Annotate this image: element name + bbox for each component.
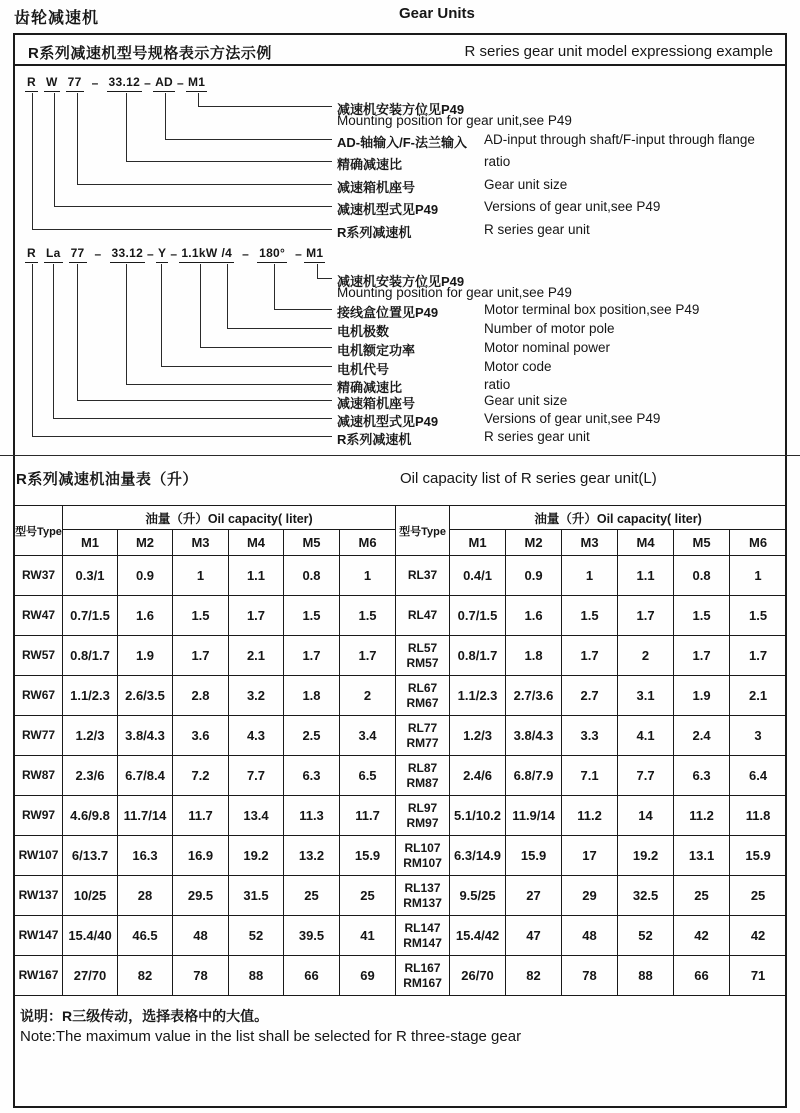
value-cell: 16.3	[118, 836, 173, 876]
type-cell: RW167	[15, 956, 63, 996]
value-cell: 2.3/6	[63, 756, 118, 796]
model-code-segment: M1	[186, 75, 207, 92]
callout-label-en: Mounting position for gear unit,see P49	[337, 285, 572, 300]
value-cell: 1.1/2.3	[63, 676, 118, 716]
callout-label-en: Mounting position for gear unit,see P49	[337, 113, 572, 128]
value-cell: 0.7/1.5	[450, 596, 506, 636]
model-code-segment: AD	[153, 75, 175, 92]
value-cell: 1.1/2.3	[450, 676, 506, 716]
callout-label-en: Number of motor pole	[484, 321, 615, 336]
value-cell: 1	[730, 556, 787, 596]
value-cell: 52	[229, 916, 284, 956]
type-cell: RW67	[15, 676, 63, 716]
value-cell: 25	[340, 876, 396, 916]
value-cell: 15.9	[506, 836, 562, 876]
value-cell: 0.4/1	[450, 556, 506, 596]
value-cell: 1.7	[173, 636, 229, 676]
value-cell: 7.1	[562, 756, 618, 796]
value-cell: 6.4	[730, 756, 787, 796]
value-cell: 0.9	[506, 556, 562, 596]
model-code-segment: W	[44, 75, 60, 92]
value-cell: 3	[730, 716, 787, 756]
oil-section-title-zh: R系列减速机油量表（升）	[16, 471, 198, 488]
callout-label-zh: AD-轴输入/F-法兰输入	[337, 135, 467, 150]
callout-label-zh: 电机代号	[337, 362, 390, 377]
value-cell: 11.2	[674, 796, 730, 836]
callout-label-zh: 电机额定功率	[337, 343, 416, 358]
value-cell: 2.4	[674, 716, 730, 756]
value-cell: 11.9/14	[506, 796, 562, 836]
value-cell: 1.9	[674, 676, 730, 716]
model-code-segment: M1	[304, 246, 325, 263]
model-code-segment: –	[295, 247, 303, 261]
value-cell: 66	[284, 956, 340, 996]
value-cell: 39.5	[284, 916, 340, 956]
value-cell: 0.3/1	[63, 556, 118, 596]
type-cell: RW57	[15, 636, 63, 676]
value-cell: 13.4	[229, 796, 284, 836]
callout-label-zh: R系列减速机	[337, 432, 412, 447]
value-cell: 16.9	[173, 836, 229, 876]
callout-label-zh: 减速机型式见P49	[337, 414, 439, 429]
type-cell: RW47	[15, 596, 63, 636]
model-section-title-zh: R系列减速机型号规格表示方法示例	[28, 45, 272, 62]
value-cell: 1	[173, 556, 229, 596]
value-cell: 1.6	[118, 596, 173, 636]
value-cell: 0.9	[118, 556, 173, 596]
value-cell: 88	[618, 956, 674, 996]
value-cell: 11.3	[284, 796, 340, 836]
model-code-segment: R	[25, 246, 38, 263]
type-cell: RW137	[15, 876, 63, 916]
value-cell: 1.2/3	[450, 716, 506, 756]
value-cell: 0.8/1.7	[450, 636, 506, 676]
value-cell: 11.7/14	[118, 796, 173, 836]
table-row	[15, 956, 787, 996]
value-cell: 1.8	[284, 676, 340, 716]
value-cell: 3.1	[618, 676, 674, 716]
value-cell: 1.1	[229, 556, 284, 596]
callout-label-zh: 精确减速比	[337, 380, 403, 395]
value-cell: 1	[562, 556, 618, 596]
model-code-segment: –	[144, 76, 152, 90]
model-code-segment: 77	[69, 246, 87, 263]
callout-label-zh: 精确减速比	[337, 157, 403, 172]
value-cell: 82	[506, 956, 562, 996]
value-cell: 2.6/3.5	[118, 676, 173, 716]
value-cell: 28	[118, 876, 173, 916]
value-cell: 1.5	[284, 596, 340, 636]
value-cell: 6.7/8.4	[118, 756, 173, 796]
type-cell: RL97 RM97	[396, 796, 450, 836]
col-header-m: M5	[284, 530, 340, 556]
value-cell: 10/25	[63, 876, 118, 916]
value-cell: 1.7	[618, 596, 674, 636]
callout-label-en: Gear unit size	[484, 177, 568, 192]
value-cell: 29.5	[173, 876, 229, 916]
value-cell: 1	[340, 556, 396, 596]
value-cell: 1.7	[674, 636, 730, 676]
type-cell: RW97	[15, 796, 63, 836]
model-code-segment: –	[242, 247, 250, 261]
model-code-segment: –	[177, 76, 184, 90]
model-code-segment: Y	[156, 246, 168, 263]
model-code-segment: –	[94, 247, 102, 261]
value-cell: 1.7	[730, 636, 787, 676]
callout-label-en: Gear unit size	[484, 393, 568, 408]
value-cell: 48	[173, 916, 229, 956]
table-row	[15, 596, 787, 636]
value-cell: 2.1	[730, 676, 787, 716]
value-cell: 14	[618, 796, 674, 836]
value-cell: 2	[340, 676, 396, 716]
type-cell: RL167 RM167	[396, 956, 450, 996]
value-cell: 2.8	[173, 676, 229, 716]
value-cell: 27/70	[63, 956, 118, 996]
value-cell: 0.8	[284, 556, 340, 596]
table-row	[15, 556, 787, 596]
value-cell: 7.2	[173, 756, 229, 796]
type-cell: RW147	[15, 916, 63, 956]
value-cell: 13.2	[284, 836, 340, 876]
value-cell: 15.9	[340, 836, 396, 876]
col-header-capacity: 油量（升）Oil capacity( liter)	[63, 506, 396, 530]
model-code-segment: –	[147, 247, 155, 261]
value-cell: 25	[730, 876, 787, 916]
value-cell: 3.8/4.3	[506, 716, 562, 756]
value-cell: 47	[506, 916, 562, 956]
value-cell: 3.6	[173, 716, 229, 756]
value-cell: 1.5	[562, 596, 618, 636]
value-cell: 1.7	[284, 636, 340, 676]
value-cell: 11.7	[340, 796, 396, 836]
value-cell: 42	[730, 916, 787, 956]
value-cell: 2.7	[562, 676, 618, 716]
value-cell: 15.4/40	[63, 916, 118, 956]
callout-label-zh: 接线盒位置见P49	[337, 305, 439, 320]
value-cell: 6.3	[674, 756, 730, 796]
value-cell: 2.1	[229, 636, 284, 676]
value-cell: 3.2	[229, 676, 284, 716]
callout-label-en: Versions of gear unit,see P49	[484, 199, 661, 214]
table-row	[15, 916, 787, 956]
model-code-segment: /4	[220, 246, 235, 263]
value-cell: 88	[229, 956, 284, 996]
type-cell: RL37	[396, 556, 450, 596]
callout-label-zh: R系列减速机	[337, 225, 412, 240]
model-section-title-en: R series gear unit model expressiong example	[464, 43, 773, 60]
table-row	[15, 756, 787, 796]
value-cell: 3.3	[562, 716, 618, 756]
value-cell: 2	[618, 636, 674, 676]
page-title-zh: 齿轮减速机	[14, 10, 100, 27]
value-cell: 3.4	[340, 716, 396, 756]
callout-label-en: Motor terminal box position,see P49	[484, 302, 700, 317]
value-cell: 4.6/9.8	[63, 796, 118, 836]
model-code-segment: La	[44, 246, 63, 263]
oil-section-title-en: Oil capacity list of R series gear unit(L)	[400, 470, 657, 487]
value-cell: 1.7	[340, 636, 396, 676]
callout-label-en: AD-input through shaft/F-input through flange	[484, 132, 755, 147]
value-cell: 2.5	[284, 716, 340, 756]
page-title-en: Gear Units	[399, 5, 475, 22]
value-cell: 6.8/7.9	[506, 756, 562, 796]
section-divider-line	[0, 455, 800, 456]
callout-label-zh: 减速机安装方位见P49	[337, 102, 465, 117]
type-cell: RW107	[15, 836, 63, 876]
value-cell: 42	[674, 916, 730, 956]
col-header-m: M1	[450, 530, 506, 556]
callout-label-zh: 电机极数	[337, 324, 390, 339]
model-code-segment: 180°	[257, 246, 287, 263]
value-cell: 1.6	[506, 596, 562, 636]
value-cell: 11.2	[562, 796, 618, 836]
value-cell: 25	[284, 876, 340, 916]
table-row	[15, 796, 787, 836]
callout-label-zh: 减速箱机座号	[337, 396, 416, 411]
note-zh: 说明：R三级传动，选择表格中的大值。	[20, 1008, 269, 1024]
model-code-segment: R	[25, 75, 38, 92]
table-row	[15, 876, 787, 916]
value-cell: 48	[562, 916, 618, 956]
callout-label-en: ratio	[484, 377, 511, 392]
col-header-m: M4	[618, 530, 674, 556]
col-header-m: M4	[229, 530, 284, 556]
type-cell: RL87 RM87	[396, 756, 450, 796]
value-cell: 71	[730, 956, 787, 996]
col-header-m: M3	[562, 530, 618, 556]
value-cell: 6.3/14.9	[450, 836, 506, 876]
value-cell: 1.9	[118, 636, 173, 676]
value-cell: 19.2	[229, 836, 284, 876]
col-header-m: M6	[730, 530, 787, 556]
type-cell: RL57 RM57	[396, 636, 450, 676]
model-section-header	[15, 35, 785, 66]
type-cell: RL147 RM147	[396, 916, 450, 956]
value-cell: 7.7	[229, 756, 284, 796]
value-cell: 19.2	[618, 836, 674, 876]
type-cell: RW37	[15, 556, 63, 596]
value-cell: 78	[173, 956, 229, 996]
value-cell: 13.1	[674, 836, 730, 876]
value-cell: 3.8/4.3	[118, 716, 173, 756]
value-cell: 66	[674, 956, 730, 996]
type-cell: RL137 RM137	[396, 876, 450, 916]
model-code-segment: –	[170, 247, 178, 261]
value-cell: 15.4/42	[450, 916, 506, 956]
type-cell: RW87	[15, 756, 63, 796]
callout-label-en: R series gear unit	[484, 429, 590, 444]
value-cell: 82	[118, 956, 173, 996]
value-cell: 31.5	[229, 876, 284, 916]
value-cell: 26/70	[450, 956, 506, 996]
col-header-type: 型号Type	[396, 506, 450, 556]
type-cell: RW77	[15, 716, 63, 756]
value-cell: 1.5	[674, 596, 730, 636]
value-cell: 5.1/10.2	[450, 796, 506, 836]
value-cell: 2.7/3.6	[506, 676, 562, 716]
col-header-type: 型号Type	[15, 506, 63, 556]
value-cell: 41	[340, 916, 396, 956]
value-cell: 1.7	[562, 636, 618, 676]
value-cell: 1.1	[618, 556, 674, 596]
value-cell: 52	[618, 916, 674, 956]
value-cell: 4.3	[229, 716, 284, 756]
value-cell: 7.7	[618, 756, 674, 796]
oil-capacity-table	[14, 505, 787, 996]
model-code-segment: 33.12	[110, 246, 146, 263]
value-cell: 11.8	[730, 796, 787, 836]
col-header-m: M3	[173, 530, 229, 556]
table-row	[15, 716, 787, 756]
type-cell: RL107 RM107	[396, 836, 450, 876]
col-header-m: M1	[63, 530, 118, 556]
col-header-m: M2	[506, 530, 562, 556]
col-header-capacity: 油量（升）Oil capacity( liter)	[450, 506, 787, 530]
model-code-segment: 33.12	[107, 75, 143, 92]
callout-label-zh: 减速机安装方位见P49	[337, 274, 465, 289]
type-cell: RL77 RM77	[396, 716, 450, 756]
model-code-segment: –	[91, 76, 99, 90]
value-cell: 6/13.7	[63, 836, 118, 876]
value-cell: 27	[506, 876, 562, 916]
table-row	[15, 676, 787, 716]
value-cell: 17	[562, 836, 618, 876]
type-cell: RL47	[396, 596, 450, 636]
value-cell: 2.4/6	[450, 756, 506, 796]
value-cell: 29	[562, 876, 618, 916]
value-cell: 6.5	[340, 756, 396, 796]
type-cell: RL67 RM67	[396, 676, 450, 716]
value-cell: 69	[340, 956, 396, 996]
value-cell: 1.2/3	[63, 716, 118, 756]
value-cell: 11.7	[173, 796, 229, 836]
model-code-segment: 1.1kW	[179, 246, 219, 263]
value-cell: 1.8	[506, 636, 562, 676]
value-cell: 78	[562, 956, 618, 996]
value-cell: 6.3	[284, 756, 340, 796]
table-header-row	[15, 506, 787, 530]
callout-label-zh: 减速箱机座号	[337, 180, 416, 195]
value-cell: 4.1	[618, 716, 674, 756]
value-cell: 46.5	[118, 916, 173, 956]
col-header-m: M2	[118, 530, 173, 556]
table-row	[15, 636, 787, 676]
value-cell: 1.5	[730, 596, 787, 636]
value-cell: 1.5	[340, 596, 396, 636]
callout-label-en: Motor code	[484, 359, 552, 374]
callout-label-en: Motor nominal power	[484, 340, 611, 355]
value-cell: 0.7/1.5	[63, 596, 118, 636]
col-header-m: M5	[674, 530, 730, 556]
model-code-segment: 77	[66, 75, 84, 92]
value-cell: 0.8/1.7	[63, 636, 118, 676]
callout-label-en: ratio	[484, 154, 511, 169]
callout-label-zh: 减速机型式见P49	[337, 202, 439, 217]
table-row	[15, 836, 787, 876]
value-cell: 1.7	[229, 596, 284, 636]
value-cell: 32.5	[618, 876, 674, 916]
value-cell: 15.9	[730, 836, 787, 876]
callout-label-en: Versions of gear unit,see P49	[484, 411, 661, 426]
note-en: Note:The maximum value in the list shall be selected for R three-stage gear	[20, 1028, 522, 1045]
value-cell: 9.5/25	[450, 876, 506, 916]
col-header-m: M6	[340, 530, 396, 556]
value-cell: 1.5	[173, 596, 229, 636]
value-cell: 0.8	[674, 556, 730, 596]
callout-label-en: R series gear unit	[484, 222, 590, 237]
value-cell: 25	[674, 876, 730, 916]
